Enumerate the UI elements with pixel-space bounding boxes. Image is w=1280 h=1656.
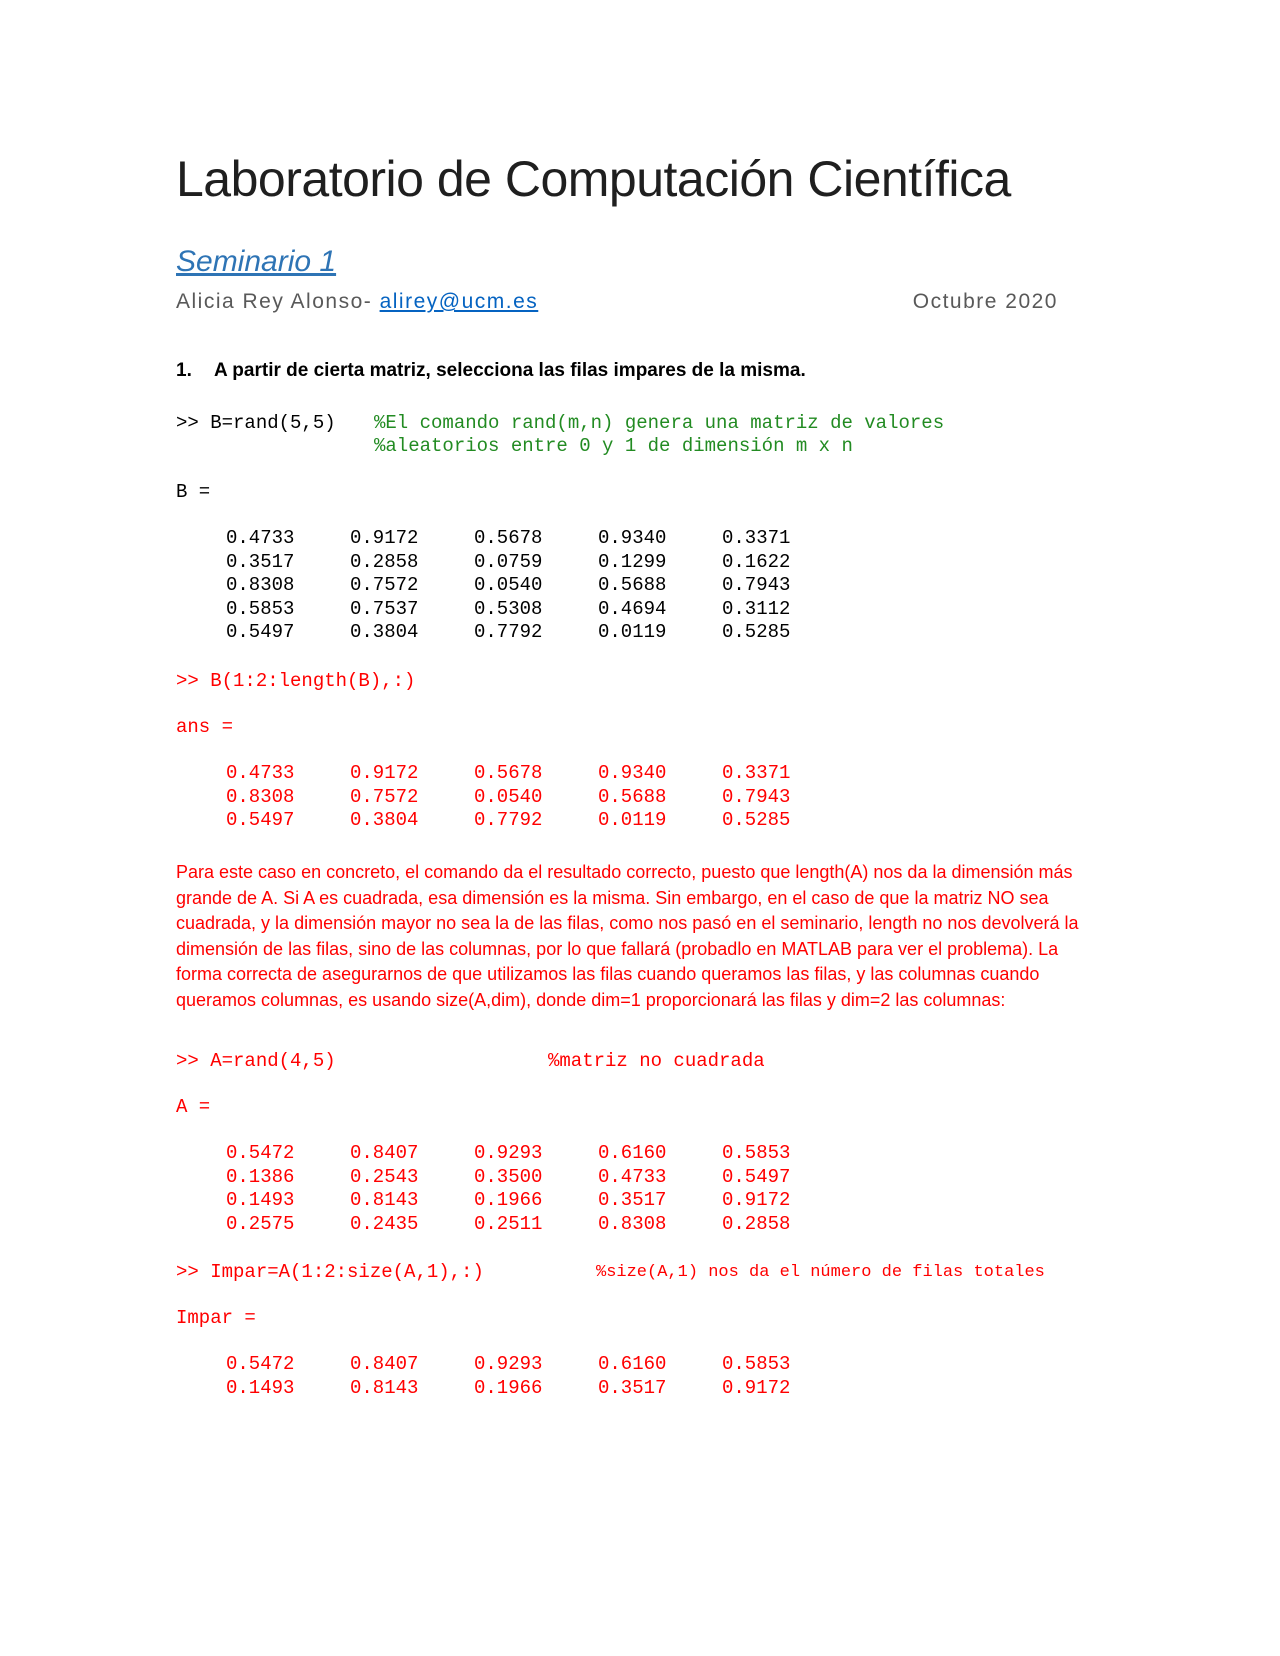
variable-label: Impar = [176,1307,256,1329]
matrix-cell: 0.3371 [722,527,791,549]
matrix-cell: 0.1966 [474,1376,543,1399]
matrix-cell: 0.5688 [598,574,667,596]
matrix-cell: 0.1386 [226,1165,295,1188]
matrix-cell: 0.4733 [226,527,295,549]
code-comment: %aleatorios entre 0 y 1 de dimensión m x n [374,435,853,457]
matrix-cell: 0.2511 [474,1212,543,1235]
matrix-cell: 0.8308 [226,785,295,808]
matrix-cell: 0.2435 [350,1212,419,1235]
matrix-cell: 0.1493 [226,1376,295,1399]
matrix-cell: 0.1966 [474,1189,543,1211]
matrix-cell: 0.5472 [226,1142,295,1164]
matrix-cell: 0.1299 [598,550,667,573]
matrix-cell: 0.7943 [722,574,791,596]
matrix-cell: 0.7572 [350,785,419,808]
matrix-cell: 0.8143 [350,1376,419,1399]
author-email-link[interactable]: alirey@ucm.es [379,290,539,313]
matrix-cell: 0.2858 [350,550,419,573]
matrix-cell: 0.3804 [350,621,419,643]
matrix-cell: 0.0540 [474,574,543,596]
matrix-cell: 0.4733 [598,1165,667,1188]
variable-label: ans = [176,716,234,738]
matrix-cell: 0.9172 [722,1189,791,1211]
matrix-cell: 0.8407 [350,1353,419,1375]
matrix-cell: 0.8308 [226,574,295,596]
command-line: >> Impar=A(1:2:size(A,1),:) [176,1261,484,1283]
code-comment: %size(A,1) nos da el número de filas totales [596,1263,1045,1282]
variable-label: A = [176,1096,211,1118]
matrix-cell: 0.5308 [474,597,543,620]
matrix-cell: 0.2543 [350,1165,419,1188]
matrix-cell: 0.4694 [598,597,667,620]
matrix-cell: 0.9172 [350,527,419,549]
matrix-cell: 0.9340 [598,527,667,549]
command-line: >> B(1:2:length(B),:) [176,670,416,692]
matrix-cell: 0.7537 [350,597,419,620]
matrix-cell: 0.5497 [226,621,295,643]
matrix-cell: 0.3500 [474,1165,543,1188]
matrix-cell: 0.1493 [226,1189,295,1211]
matrix-cell: 0.5497 [722,1165,791,1188]
matrix-cell: 0.9172 [722,1376,791,1399]
question-number: 1. [176,360,192,381]
matrix-cell: 0.5497 [226,809,295,831]
question-text: A partir de cierta matriz, selecciona las filas impares de la misma. [214,360,806,381]
code-comment: %matriz no cuadrada [548,1050,765,1072]
matrix-cell: 0.5285 [722,809,791,831]
matrix-cell: 0.9293 [474,1353,543,1375]
section-subtitle: Seminario 1 [176,245,337,278]
matrix-cell: 0.3112 [722,597,791,620]
matrix-cell: 0.5853 [722,1142,791,1164]
matrix-cell: 0.5853 [722,1353,791,1375]
matrix-cell: 0.5688 [598,785,667,808]
matrix-cell: 0.0119 [598,621,667,643]
matrix-cell: 0.7792 [474,621,543,643]
matrix-cell: 0.7572 [350,574,419,596]
command-line: >> A=rand(4,5) [176,1050,336,1072]
matrix-cell: 0.6160 [598,1353,667,1375]
explanation-paragraph: Para este caso en concreto, el comando da el resultado correcto, puesto que length(A) nos da la dimensión más grande de A. Si A es cuadrada, esa dimensión es la misma. Sin embargo, en el caso de que la matriz NO sea cuadrada, y la dimensión mayor no sea la de las filas, como nos pasó en el seminario, length no nos devolverá la dimensión de las filas, sino de las columnas, por lo que fallará (probadlo en MATLAB para ver el problema). La forma correcta de asegurarnos de que utilizamos las filas cuando queramos las filas, y las columnas cuando queramos columnas, es usando size(A,dim), donde dim=1 proporcionará las filas y dim=2 las columnas: [176,862,1079,1010]
matrix-cell: 0.7943 [722,785,791,808]
matrix-cell: 0.0540 [474,785,543,808]
matrix-cell: 0.8308 [598,1212,667,1235]
document-title: Laboratorio de Computación Científica [176,151,1011,207]
variable-label: B = [176,481,211,503]
matrix-cell: 0.2858 [722,1212,791,1235]
matrix-cell: 0.5678 [474,762,543,784]
matrix-cell: 0.5472 [226,1353,295,1375]
matrix-cell: 0.9172 [350,762,419,784]
document-date: Octubre 2020 [912,290,1058,313]
matrix-cell: 0.8143 [350,1189,419,1211]
matrix-cell: 0.4733 [226,762,295,784]
matrix-cell: 0.3517 [598,1376,667,1399]
matrix-cell: 0.5853 [226,597,295,620]
code-comment: %El comando rand(m,n) genera una matriz de valores [374,412,945,434]
matrix-cell: 0.0759 [474,550,543,573]
matrix-cell: 0.7792 [474,809,543,831]
question-1 [176,360,806,382]
matrix-cell: 0.3517 [226,550,295,573]
matrix-cell: 0.3804 [350,809,419,831]
matrix-cell: 0.8407 [350,1142,419,1164]
matrix-cell: 0.3371 [722,762,791,784]
author-name: Alicia Rey Alonso- [176,290,380,313]
matrix-cell: 0.5285 [722,621,791,643]
matrix-cell: 0.6160 [598,1142,667,1164]
matrix-cell: 0.9293 [474,1142,543,1164]
matrix-cell: 0.3517 [598,1189,667,1211]
matrix-cell: 0.0119 [598,809,667,831]
matrix-cell: 0.1622 [722,550,791,573]
author-line [176,290,1058,314]
matrix-cell: 0.9340 [598,762,667,784]
command-line: >> B=rand(5,5) [176,412,336,434]
matrix-cell: 0.2575 [226,1212,295,1235]
matrix-cell: 0.5678 [474,527,543,549]
